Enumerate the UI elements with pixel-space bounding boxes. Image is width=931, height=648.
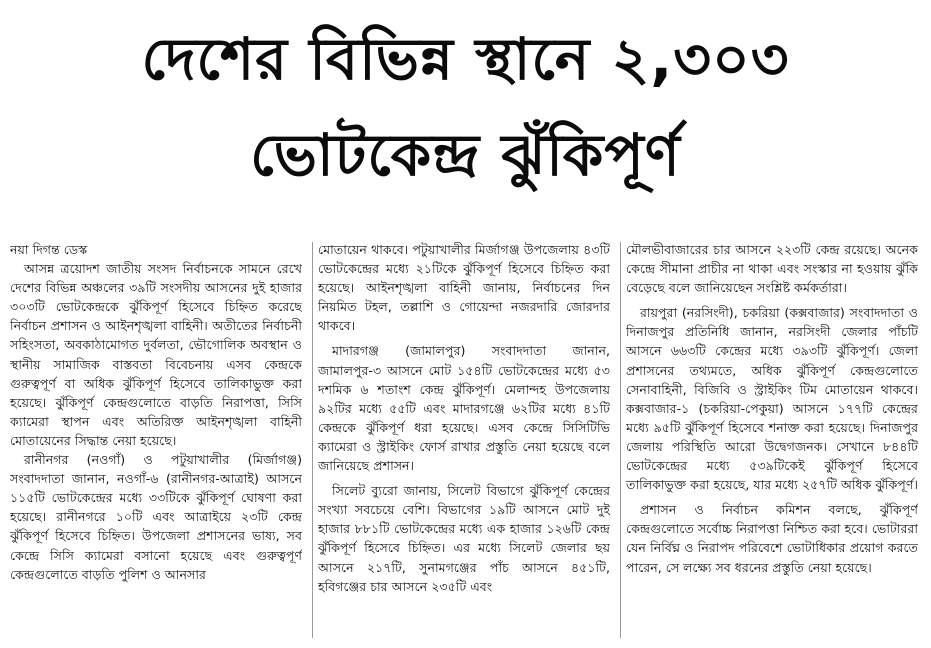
headline-line-1: দেশের বিভিন্ন স্থানে ২,৩০৩ [141, 25, 790, 93]
paragraph: মাদারগঞ্জ (জামালপুর) সংবাদদাতা জানান, জামালপুর-৩ আসনে মোট ১৫৪টি ভোটকেন্দ্রের মধ্যে ৫৩ দশমিক ৬ শতাংশ কেন্দ্র ঝুঁকিপূর্ণ। মেলান্দহ উপজেলায় ৯২টির মধ্যে ৫৫টি এবং মাদারগঞ্জে ৬২টির মধ্যে ৪১টি কেন্দ্রকে ঝুঁকিপূর্ণ ধরা হয়েছে। এসব কেন্দ্রে সিসিটিভি ক্যামেরা ও স্ট্রাইকিং ফোর্স রাখার প্রস্তুতি নেয়া হয়েছে বলে জানিয়েছে প্রশাসন। [318, 343, 610, 474]
headline-line-2: ভোটকেন্দ্র ঝুঁকিপূর্ণ [250, 121, 681, 189]
article-column-2 [318, 240, 610, 640]
paragraph: আসন্ন ত্রয়োদশ জাতীয় সংসদ নির্বাচনকে সামনে রেখে দেশের বিভিন্ন অঞ্চলের ৩৯টি সংসদীয় আসনের দুই হাজার ৩০৩টি ভোটকেন্দ্রকে ঝুঁকিপূর্ণ হিসেবে চিহ্নিত করেছে নির্বাচন প্রশাসন ও আইনশৃঙ্খলা বাহিনী। অতীতের নির্বাচনী সহিংসতা, অবকাঠামোগত দুর্বলতা, ভৌগোলিক অবস্থান ও স্থানীয় সামাজিক বাস্তবতা বিবেচনায় এসব কেন্দ্রকে গুরুত্বপূর্ণ বা অধিক ঝুঁকিপূর্ণ হিসেবে তালিকাভুক্ত করা হয়েছে। ঝুঁকিপূর্ণ কেন্দ্রগুলোতে বাড়তি নিরাপত্তা, সিসি ক্যামেরা স্থাপন এবং অতিরিক্ত আইনশৃঙ্খলা বাহিনী মোতায়েনের সিদ্ধান্ত নেয়া হয়েছে। [10, 261, 302, 448]
paragraph: সিলেট ব্যুরো জানায়, সিলেট বিভাগে ঝুঁকিপূর্ণ কেন্দ্রের সংখ্যা সবচেয়ে বেশি। বিভাগের ১৯টি আসনে মোট দুই হাজার ৮৮১টি ভোটকেন্দ্রের মধ্যে এক হাজার ১২৬টি কেন্দ্র ঝুঁকিপূর্ণ হিসেবে চিহ্নিত। এর মধ্যে সিলেট জেলার ছয় আসনে ২১৭টি, সুনামগঞ্জের পাঁচ আসনে ৪৫১টি, হবিগঞ্জের চার আসনে ২৩৫টি এবং [318, 483, 610, 594]
byline: নয়া দিগন্ত ডেস্ক [10, 242, 88, 257]
paragraph: রানীনগর (নওগাঁ) ও পটুয়াখালীর (মির্জাগঞ্জ) সংবাদদাতা জানান, নওগাঁ-৬ (রানীনগর-আত্রাই) আসনে ১১৫টি ভোটকেন্দ্রের মধ্যে ৩৩টিকে ঝুঁকিপূর্ণ ঘোষণা করা হয়েছে। রানীনগরে ১০টি এবং আত্রাইয়ে ২৩টি কেন্দ্র ঝুঁকিপূর্ণ হিসেবে চিহ্নিত। উপজেলা প্রশাসনের ভাষ্য, সব কেন্দ্রে সিসি ক্যামেরা বসানো হয়েছে এবং গুরুত্বপূর্ণ কেন্দ্রগুলোতে বাড়তি পুলিশ ও আনসার [10, 452, 302, 582]
page-bottom-edge [0, 640, 931, 648]
article-column-3 [626, 240, 918, 640]
paragraph: রায়পুরা (নরসিংদী), চকরিয়া (কক্সবাজার) সংবাদদাতা ও দিনাজপুর প্রতিনিধি জানান, নরসিংদী জেলার পাঁচটি আসনে ৬৬৩টি কেন্দ্রের মধ্যে ৩৯৩টি ঝুঁকিপূর্ণ। জেলা প্রশাসনের তথ্যমতে, অধিক ঝুঁকিপূর্ণ কেন্দ্রগুলোতে সেনাবাহিনী, বিজিবি ও স্ট্রাইকিং টিম মোতায়েন থাকবে। কক্সবাজার-১ (চকরিয়া-পেকুয়া) আসনে ১৭৭টি কেন্দ্রের মধ্যে ৯৫টি ঝুঁকিপূর্ণ হিসেবে শনাক্ত করা হয়েছে। দিনাজপুর জেলায় পরিস্থিতি আরো উদ্বেগজনক। সেখানে ৮৪৪টি ভোটকেন্দ্রের মধ্যে ৫৩৯টিকেই ঝুঁকিপূর্ণ হিসেবে তালিকাভুক্ত করা হয়েছে, যার মধ্যে ২৫৭টি অধিক ঝুঁকিপূর্ণ। [626, 305, 918, 493]
article-column-1 [10, 240, 302, 640]
paragraph: মোতায়েন থাকবে। পটুয়াখালীর মির্জাগঞ্জ উপজেলায় ৪৩টি ভোটকেন্দ্রের মধ্যে ২১টিকে ঝুঁকিপূর্ণ হিসেবে চিহ্নিত করা হয়েছে। আইনশৃঙ্খলা বাহিনী জানায়, নির্বাচনের দিন নিয়মিত টহল, তল্লাশি ও গোয়েন্দা নজরদারি জোরদার থাকবে। [318, 242, 610, 334]
paragraph: মৌলভীবাজারের চার আসনে ২২৩টি কেন্দ্র রয়েছে। অনেক কেন্দ্রে সীমানা প্রাচীর না থাকা এবং সংস্কার না হওয়ায় ঝুঁকি বেড়েছে বলে জানিয়েছেন সংশ্লিষ্ট কর্মকর্তারা। [626, 242, 918, 296]
paragraph: প্রশাসন ও নির্বাচন কমিশন বলছে, ঝুঁকিপূর্ণ কেন্দ্রগুলোতে সর্বোচ্চ নিরাপত্তা নিশ্চিত করা হবে। ভোটাররা যেন নির্বিঘ্ন ও নিরাপদ পরিবেশে ভোটাধিকার প্রয়োগ করতে পারেন, সে লক্ষ্যে সব ধরনের প্রস্তুতি নেয়া হয়েছে। [626, 502, 918, 575]
column-divider [312, 242, 313, 638]
column-divider [620, 242, 621, 638]
